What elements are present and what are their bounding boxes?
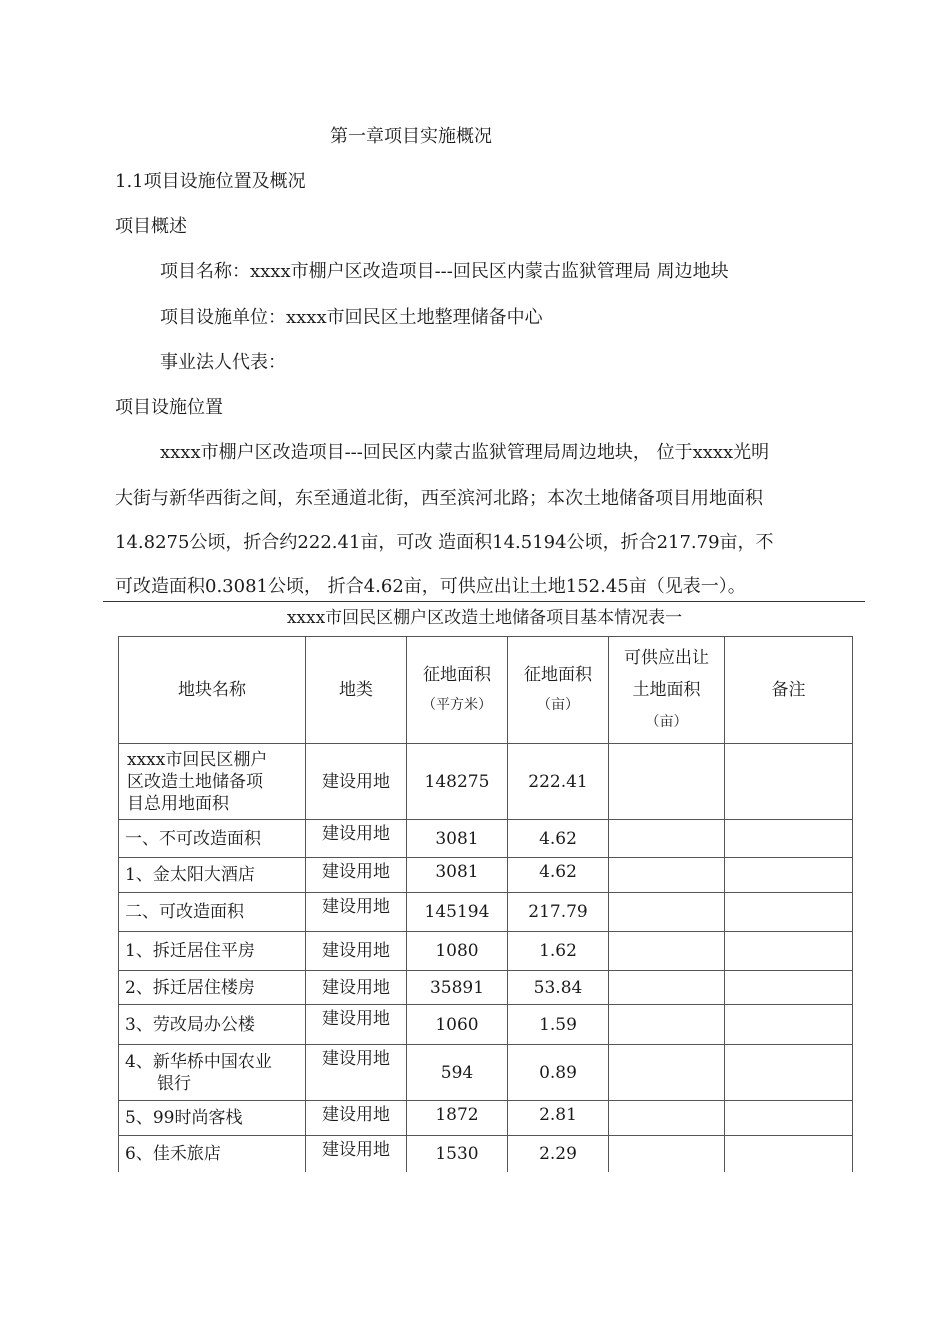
- land-info-table: [118, 636, 853, 1172]
- header-supply-area: [609, 637, 725, 744]
- row-name: 6、佳禾旅店: [119, 1136, 306, 1172]
- row-type: 建设用地: [306, 1101, 407, 1136]
- row-remark: [725, 971, 853, 1005]
- header-unit: （平方米）: [422, 697, 492, 713]
- row-remark: [725, 1005, 853, 1045]
- row-name-line: 区改造土地储备项: [127, 771, 263, 792]
- row-area-mu: 222.41: [508, 744, 609, 820]
- header-text: 可供应出让: [624, 648, 709, 668]
- row-name: [119, 744, 306, 820]
- row-area-sqm: 1060: [407, 1005, 508, 1045]
- table-row: [119, 932, 853, 971]
- location-heading: 项目设施位置: [115, 397, 223, 418]
- row-type: 建设用地: [306, 1045, 407, 1101]
- row-remark: [725, 1136, 853, 1172]
- location-paragraph-line: 可改造面积0.3081公顷， 折合4.62亩，可供应出让土地152.45亩（见表一）。: [115, 576, 746, 597]
- row-supply: [609, 1101, 725, 1136]
- row-area-sqm: 145194: [407, 893, 508, 932]
- table-row: [119, 1136, 853, 1172]
- header-remark: 备注: [725, 637, 853, 744]
- row-type: 建设用地: [306, 1136, 407, 1172]
- row-name: 二、可改造面积: [119, 893, 306, 932]
- row-remark: [725, 1101, 853, 1136]
- project-name: 项目名称：xxxx市棚户区改造项目---回民区内蒙古监狱管理局 周边地块: [160, 261, 729, 282]
- row-area-mu: 0.89: [508, 1045, 609, 1101]
- row-supply: [609, 932, 725, 971]
- row-area-mu: 2.81: [508, 1101, 609, 1136]
- row-supply: [609, 820, 725, 858]
- legal-representative: 事业法人代表：: [160, 352, 286, 373]
- header-text: 征地面积: [423, 665, 491, 685]
- row-area-sqm: 3081: [407, 820, 508, 858]
- row-area-mu: 4.62: [508, 858, 609, 893]
- row-name-line: xxxx市回民区棚户: [127, 749, 268, 770]
- row-supply: [609, 893, 725, 932]
- row-name: [119, 1045, 306, 1101]
- row-type: 建设用地: [306, 744, 407, 820]
- header-name: 地块名称: [119, 637, 306, 744]
- row-type: 建设用地: [306, 1005, 407, 1045]
- row-type: 建设用地: [306, 932, 407, 971]
- table-row: [119, 744, 853, 820]
- row-remark: [725, 1045, 853, 1101]
- location-paragraph-line: 14.8275公顷，折合约222.41亩，可改 造面积14.5194公顷，折合217.79亩，不: [115, 532, 774, 553]
- row-area-mu: 217.79: [508, 893, 609, 932]
- row-type: 建设用地: [306, 820, 407, 858]
- row-name: 2、拆迁居住楼房: [119, 971, 306, 1005]
- row-supply: [609, 971, 725, 1005]
- row-type: 建设用地: [306, 858, 407, 893]
- row-remark: [725, 932, 853, 971]
- header-text: 征地面积: [524, 665, 592, 685]
- table-row: [119, 1005, 853, 1045]
- row-remark: [725, 893, 853, 932]
- header-area-mu: [508, 637, 609, 744]
- overview-heading: 项目概述: [115, 216, 187, 237]
- row-remark: [725, 744, 853, 820]
- table-row: [119, 893, 853, 932]
- row-name: 一、不可改造面积: [119, 820, 306, 858]
- table-row: [119, 1101, 853, 1136]
- row-supply: [609, 858, 725, 893]
- row-type: 建设用地: [306, 893, 407, 932]
- row-supply: [609, 1136, 725, 1172]
- project-unit: 项目设施单位：xxxx市回民区土地整理储备中心: [160, 307, 543, 328]
- row-name-line: 银行: [157, 1073, 191, 1094]
- row-name-line: 目总用地面积: [127, 793, 229, 814]
- row-area-mu: 4.62: [508, 820, 609, 858]
- row-area-sqm: 35891: [407, 971, 508, 1005]
- table-row: [119, 971, 853, 1005]
- table-row: [119, 820, 853, 858]
- row-area-mu: 1.62: [508, 932, 609, 971]
- header-type: 地类: [306, 637, 407, 744]
- row-area-sqm: 1872: [407, 1101, 508, 1136]
- table-caption: xxxx市回民区棚户区改造土地储备项目基本情况表一: [286, 608, 683, 628]
- header-text: 土地面积: [632, 680, 701, 700]
- row-name: 1、拆迁居住平房: [119, 932, 306, 971]
- header-unit: （亩）: [645, 714, 688, 730]
- row-supply: [609, 1045, 725, 1101]
- row-area-mu: 1.59: [508, 1005, 609, 1045]
- table-row: [119, 1045, 853, 1101]
- row-area-sqm: 594: [407, 1045, 508, 1101]
- row-supply: [609, 1005, 725, 1045]
- row-area-mu: 53.84: [508, 971, 609, 1005]
- row-area-sqm: 3081: [407, 858, 508, 893]
- location-paragraph-line: 大街与新华西街之间，东至通道北街，西至滨河北路；本次土地储备项目用地面积: [115, 488, 763, 509]
- row-name: 3、劳改局办公楼: [119, 1005, 306, 1045]
- row-remark: [725, 858, 853, 893]
- row-name-line: 4、新华桥中国农业: [125, 1051, 272, 1072]
- row-name: 5、99时尚客栈: [119, 1101, 306, 1136]
- row-area-sqm: 1530: [407, 1136, 508, 1172]
- row-area-sqm: 148275: [407, 744, 508, 820]
- row-supply: [609, 744, 725, 820]
- header-area-sqm: [407, 637, 508, 744]
- divider: [103, 601, 865, 602]
- header-unit: （亩）: [537, 697, 579, 713]
- row-area-mu: 2.29: [508, 1136, 609, 1172]
- location-paragraph-line: xxxx市棚户区改造项目---回民区内蒙古监狱管理局周边地块， 位于xxxx光明: [160, 442, 770, 463]
- chapter-title: 第一章项目实施概况: [330, 126, 492, 147]
- section-title: 1.1项目设施位置及概况: [115, 171, 306, 192]
- row-name: 1、金太阳大酒店: [119, 858, 306, 893]
- row-type: 建设用地: [306, 971, 407, 1005]
- row-area-sqm: 1080: [407, 932, 508, 971]
- table-row: [119, 858, 853, 893]
- table-header-row: [119, 637, 853, 744]
- row-remark: [725, 820, 853, 858]
